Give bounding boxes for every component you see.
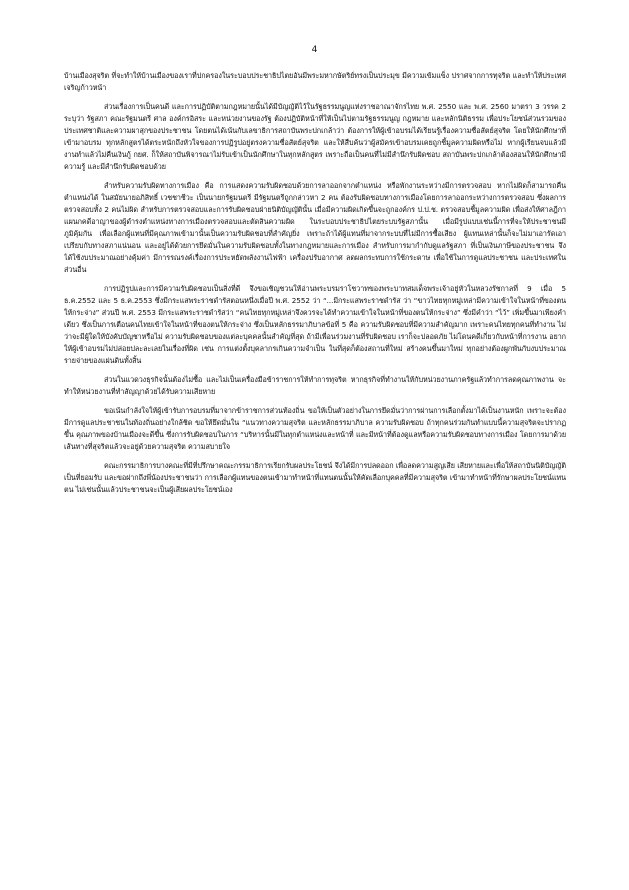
paragraph-5: ส่วนในแวดวงธุรกิจนั้นต้องไม่ซื้อ และไม่เป็นเครื่องมือข้าราชการให้ทำการทุจริต หากธุรกิจที่ทำงานให้กับหน่วยงานภาครัฐแล้วทำการลดคุณภาพงาน จะทำให้หน่วยงานที่ทำสัญญาด้วยได้รับความเสียหาย bbox=[64, 375, 566, 396]
paragraph-2: ส่วนเรื่องการเป็นคนดี และการปฏิบัติตามกฎหมายนั้นได้มีบัญญัติไว้ในรัฐธรรมนูญแห่งราชอาณาจักรไทย พ.ศ. 2550 และ พ.ศ. 2560 มาตรา 3 วรรค 2 ระบุว่า รัฐสภา คณะรัฐมนตรี ศาล องค์กรอิสระ และหน่วยงานของรัฐ ต้องปฏิบัติหน้าที่ให้เป็นไปตามรัฐธรรมนูญ กฎหมาย และหลักนิติธรรม เพื่อประโยชน์ส่วนรวมของประเทศชาติและความผาสุกของประชาชน โดยตนได้เน้นกับเลขาธิการสถาบันพระปกเกล้าว่า ต้องการให้ผู้เข้าอบรมได้เรียนรู้เรื่องความซื่อสัตย์สุจริต โดยให้นักศึกษาที่เข้ามาอบรม ทุกหลักสูตรได้ตระหนักถึงหัวใจของการปฏิรูปอยู่ตรงความซื่อสัตย์สุจริต และให้สืบค้นว่าผู้สมัครเข้าอบรมเคยถูกชี้มูลความผิดหรือไม่ หากผู้เรียนจบแล้วมีงานทำแล้วไม่คืนเงินกู้ กยศ. ก็ให้สถาบันพิจารณาไม่รับเข้าเป็นนักศึกษาในทุกหลักสูตร เพราะถือเป็นคนที่ไม่มีสำนึกรับผิดชอบ สถาบันพระปกเกล้าต้องสอนให้นักศึกษามีความรู้ และมีสำนึกรับผิดชอบด้วย bbox=[64, 102, 566, 171]
paragraph-3: สำหรับความรับผิดทางการเมือง คือ การแสดงความรับผิดชอบด้วยการลาออกจากตำแหน่ง หรือพักงานระหว่างมีการตรวจสอบ หากไม่ผิดก็สามารถคืนตำแหน่งได้ ในสมัยนายอภิสิทธิ์ เวชชาชีวะ เป็นนายกรัฐมนตรี มีรัฐมนตรีถูกกล่าวหา 2 คน ต้องรับผิดชอบทางการเมืองโดยการลาออกระหว่างการตรวจสอบ ซึ่งผลการตรวจสอบทั้ง 2 คนไม่ผิด สำหรับการตรวจสอบและการรับผิดชอบฝ่ายนิติบัญญัตินั้น เมื่อมีความผิดเกิดขึ้นจะถูกองค์กร ป.ป.ช. ตรวจสอบชี้มูลความผิด เพื่อส่งให้ศาลฎีกาแผนกคดีอาญาของผู้ดำรงตำแหน่งทางการเมืองตรวจสอบและตัดสินความผิด ในระบอบประชาธิปไตยระบบรัฐสภานั้น เมื่อมีรูปแบบเช่นนี้การที่จะให้ประชาชนมีภูมิคุ้มกัน เพื่อเลือกผู้แทนที่มีคุณภาพเข้ามานั้นเป็นความรับผิดชอบที่สำคัญยิ่ง เพราะถ้าได้ผู้แทนที่มาจากระบบที่ไม่มีการซื้อเสียง ผู้แทนเหล่านั้นก็จะไม่มาเอารัดเอาเปรียบกับทางสภาแน่นอน และอยู่ได้ด้วยการยึดมั่นในความรับผิดชอบทั้งในทางกฎหมายและการเมือง สำหรับการมากำกับดูแลรัฐสภา ที่เป็นเงินภาษีของประชาชน จึงได้ใช้งบประมาณอย่างคุ้มค่า มีการรณรงค์เรื่องการประหยัดพลังงานไฟฟ้า เครื่องปรับอากาศ ลดผลกระทบการใช้กระดาษ เพื่อใช้ในการดูแลประชาชน และประเทศในส่วนอื่น bbox=[64, 181, 566, 274]
paragraph-1: บ้านเมืองสุจริต ที่จะทำให้บ้านเมืองของเราที่ปกครองในระบอบประชาธิปไตยอันมีพระมหากษัตริย์ทรงเป็นประมุข มีความเข้มแข็ง ปราศจากการทุจริต และทำให้ประเทศเจริญก้าวหน้า bbox=[64, 71, 566, 92]
paragraph-7: คณะกรรมาธิการบางคณะที่มีที่ปรึกษาคณะกรรมาธิการเรียกรับผลประโยชน์ จึงได้มีการปลดออก เพื่อลดความสูญเสีย เสียหายและเพื่อให้สถาบันนิติบัญญัติเป็นที่ยอมรับ และขอฝากถึงพี่น้องประชาชนว่า การเลือกผู้แทนของตนเข้ามาทำหน้าที่แทนตนนั้นให้คัดเลือกบุคคลที่มีความสุจริต เข้ามาทำหน้าที่รักษาผลประโยชน์แทนตน ไม่เช่นนั้นแล้วประชาชนจะเป็นผู้เสียผลประโยชน์เอง bbox=[64, 461, 566, 494]
paragraph-6: ขอเน้นกำลังใจให้ผู้เข้ารับการอบรมที่มาจากข้าราชการส่วนท้องถิ่น ขอให้เป็นตัวอย่างในการยึดมั่นว่าการผ่านการเลือกตั้งมาได้เป็นงานหนัก เพราะจะต้องมีการดูแลประชาชนในท้องถิ่นอย่างใกล้ชิด ขอให้ยึดมั่นใน “แนวทางความสุจริต และหลักธรรมาภิบาล ความรับผิดชอบ ถ้าทุกคนร่วมกันทำแบบนี้ความสุจริตจะปรากฏขึ้น คุณภาพของบ้านเมืองจะดีขึ้น ซึ่งการรับผิดชอบในการ “บริหารนั้นมีในทุกตำแหน่งและหน้าที่ และมีหน้าที่ต้องดูแลหรือความรับผิดชอบทางการเมือง โดยการมาด้วยเส้นทางที่สุจริตแล้วจะอยู่ด้วยความสุจริต ความสบายใจ bbox=[64, 406, 566, 451]
page-number: 4 bbox=[311, 45, 318, 55]
body-text bbox=[64, 70, 566, 876]
paragraph-4: การปฏิรูปและการมีความรับผิดชอบเป็นสิ่งที่ดี จึงขอเชิญชวนให้อ่านพระบรมราโชวาทของพระบาทสมเด็จพระเจ้าอยู่หัวในหลวงรัชกาลที่ 9 เมื่อ 5 ธ.ค.2552 และ 5 ธ.ค.2553 ซึ่งมีกระแสพระราชดำรัสตอนหนึ่งเมื่อปี พ.ศ. 2552 ว่า “...มีกระแสพระราชดำรัส ว่า “ขาวไทยทุกหมู่เหล่ามีความเข้าใจในหน้าที่ของตนให้กระจ่าง” ส่วนปี พ.ศ. 2553 มีกระแสพระราชดำรัสว่า “คนไทยทุกหมู่เหล่าจึงควรจะได้ทำความเข้าใจในหน้าที่ของตนให้กระจ่าง” ซึ่งมีคำว่า “ไว้” เพิ่มขึ้นมาเพียงคำเดียว ซึ่งเป็นการเตือนคนไทยเข้าใจในหน้าที่ของตนให้กระจ่าง ซึ่งเป็นหลักธรรมาภิบาลข้อที่ 5 คือ ความรับผิดชอบที่มีความสำคัญมาก เพราะคนไทยทุกคนที่ทำงาน ไม่ว่าจะมีผู้ใดให้บังคับบัญชาหรือไม่ ความรับผิดชอบของแต่ละบุคคลนั้นสำคัญที่สุด ถ้ามีเพื่อนร่วมงานที่รับผิดชอบ เราก็จะปลอดภัย ไม่โดนคดีเกี่ยวกับหน้าที่การงาน อยากให้ผู้เข้าอบรมไม่ปล่อยปละละเลยในเรื่องที่ผิด เช่น การแต่งตั้งบุคลากรเกินความจำเป็น ในที่สุดก็ต้องสถานที่ใหม่ สร้างคนขึ้นมาใหม่ ทุกอย่างต้องผูกพันกับงบประมาณรายจ่ายของแผ่นดินทั้งสิ้น bbox=[64, 284, 566, 365]
